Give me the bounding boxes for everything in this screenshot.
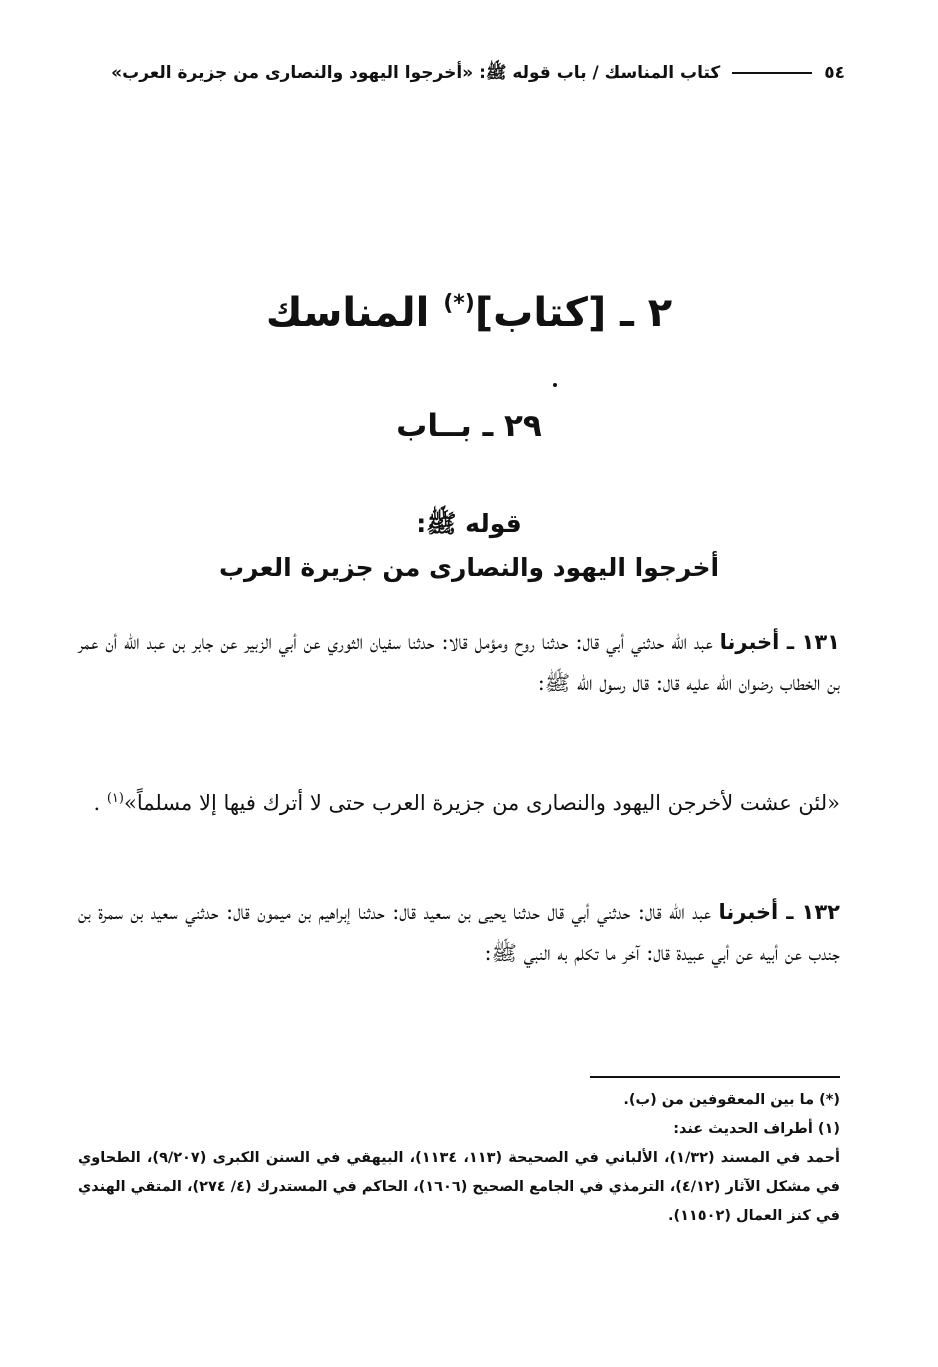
hadith-132 <box>78 892 840 974</box>
footnote-star: (*) ما بين المعقوفين من (ب). <box>623 1092 840 1108</box>
footnote-1-body: أحمد في المسند (١/٣٢)، الألباني في الصحيحة (١١٣، ١١٣٤)، البيهقي في السنن الكبرى (٩/٢٠٧)، الطحاوي في مشكل الآثار (٤/١٢)، الترمذي في الجامع الصحيح (١٦٠٦)، الحاكم في المستدرك (٤/ ٢٧٤)، المتقي الهندي في كنز العمال (١١٥٠٢). <box>78 1150 841 1224</box>
subheading-line-2: أخرجوا اليهود والنصارى من جزيرة العرب <box>218 553 720 582</box>
book-title-rest: المناسك <box>265 290 444 336</box>
hadith-131-matn <box>78 778 840 824</box>
decorative-dot <box>553 383 557 387</box>
header-text: كتاب المناسك / باب قوله ﷺ: «أخرجوا اليهود والنصارى من جزيرة العرب» <box>111 63 721 83</box>
running-header <box>75 62 845 87</box>
footnote-1-title: (١) أطراف الحديث عند: <box>673 1121 840 1137</box>
hadith-132-text: عبد الله قال: حدثني أبي قال حدثنا يحيى بن سعيد قال: حدثنا إبراهيم بن ميمون قال: حدثني سعيد بن سمرة بن جندب عن أبيه عن أبي عبيدة قال: آخر ما تكلم به النبي ﷺ: <box>78 900 840 965</box>
book-title-main: ٢ ـ [كتاب] <box>474 290 673 336</box>
hadith-132-lead: ١٣٢ ـ أخبرنا <box>718 900 840 924</box>
book-title <box>0 290 938 336</box>
page-number: ٥٤ <box>824 63 845 83</box>
chapter-title: ٢٩ ـ بــاب <box>396 408 542 444</box>
footnote-separator <box>590 1076 840 1078</box>
hadith-131-text: عبد الله حدثني أبي قال: حدثنا روح ومؤمل قالا: حدثنا سفيان الثوري عن أبي الزبير عن جابر بن عبد الله أن عمر بن الخطاب رضوان الله عليه قال: قال رسول الله ﷺ: <box>78 630 840 695</box>
hadith-131 <box>78 622 840 704</box>
footnotes <box>78 1086 840 1231</box>
hadith-131-matn-text: «لئن عشت لأخرجن اليهود والنصارى من جزيرة العرب حتى لا أترك فيها إلا مسلماً» <box>123 791 840 815</box>
hadith-131-lead: ١٣١ ـ أخبرنا <box>719 630 840 654</box>
hadith-131-matn-end: . <box>93 791 107 815</box>
subheading-line-1: قوله ﷺ: <box>416 509 522 538</box>
header-rule <box>732 72 812 74</box>
footnote-ref-1: (١) <box>106 791 124 806</box>
book-title-marker: (*) <box>443 291 475 316</box>
